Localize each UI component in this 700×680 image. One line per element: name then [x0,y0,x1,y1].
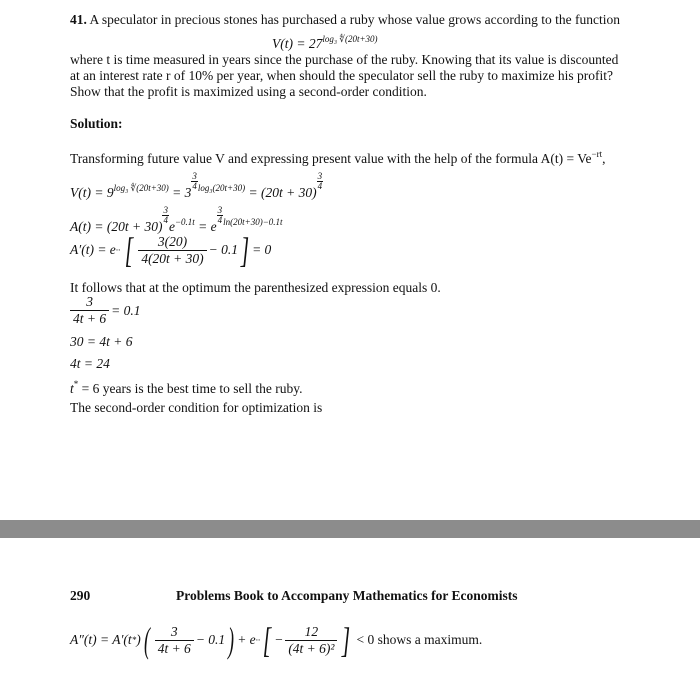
value-function: $V(t) = 27^{log_3 ∜(20t+30)}$ [272,34,378,51]
equation-second-derivative: A″(t) = A′(t * ) ( $\frac{3}{4t + 6}$ − 0.1 ) + e ·· [ − $\frac{12}{\text{(4t + 6)²}}$ ] < 0 shows a maximum. [70,620,483,660]
page-break-divider [0,520,700,538]
step-equation-2: 30 = 4t + 6 [70,334,133,349]
problem-line-3: at an interest rate r of 10% per year, when should the speculator sell the ruby to maximize his profit? [70,68,614,83]
equation-present-value: A(t) = (20t + 30) $\frac{3}{4}$ $e^{-0.1t} = e$ $\frac{3}{4}$ $^{ln(20t+30)-0.1t}$ [70,205,283,234]
step-fraction: $\frac{3}{4t + 6}$ = 0.1 [70,294,141,327]
book-title: Problems Book to Accompany Mathematics for Economists [176,588,518,603]
follows-text: It follows that at the optimum the parenthesized expression equals 0. [70,280,441,295]
problem-intro: A speculator in precious stones has purchased a ruby whose value grows according to the function [89,12,620,27]
problem-number: 41. [70,12,87,27]
solution-intro: Transforming future value V and expressing present value with the help of the formula $A(t) = Ve^{-rt}$, [70,149,606,166]
problem-statement [70,12,620,28]
equation-value-transform: $V(t) = 9^{log_3 ∜(20t+30)} = 3$ $\frac{3}{4}$ $^{log_3(20t+30)}$ = (20t + 30) $\frac{3}{4}$ [70,171,323,200]
page-number: 290 [70,588,91,603]
optimal-time: t* = 6 years is the best time to sell the ruby. [70,379,303,396]
problem-line-2: where t is time measured in years since the purchase of the ruby. Knowing that its value is discounted [70,52,619,67]
equation-first-derivative: A′(t) = e ·· [ $\frac{3(20)}{4(20t + 30)}$ − 0.1 ] = 0 [70,230,272,270]
second-order-intro: The second-order condition for optimization is [70,400,323,415]
problem-line-4: Show that the profit is maximized using a second-order condition. [70,84,427,99]
solution-heading: Solution: [70,116,123,131]
step-equation-3: 4t = 24 [70,356,110,371]
